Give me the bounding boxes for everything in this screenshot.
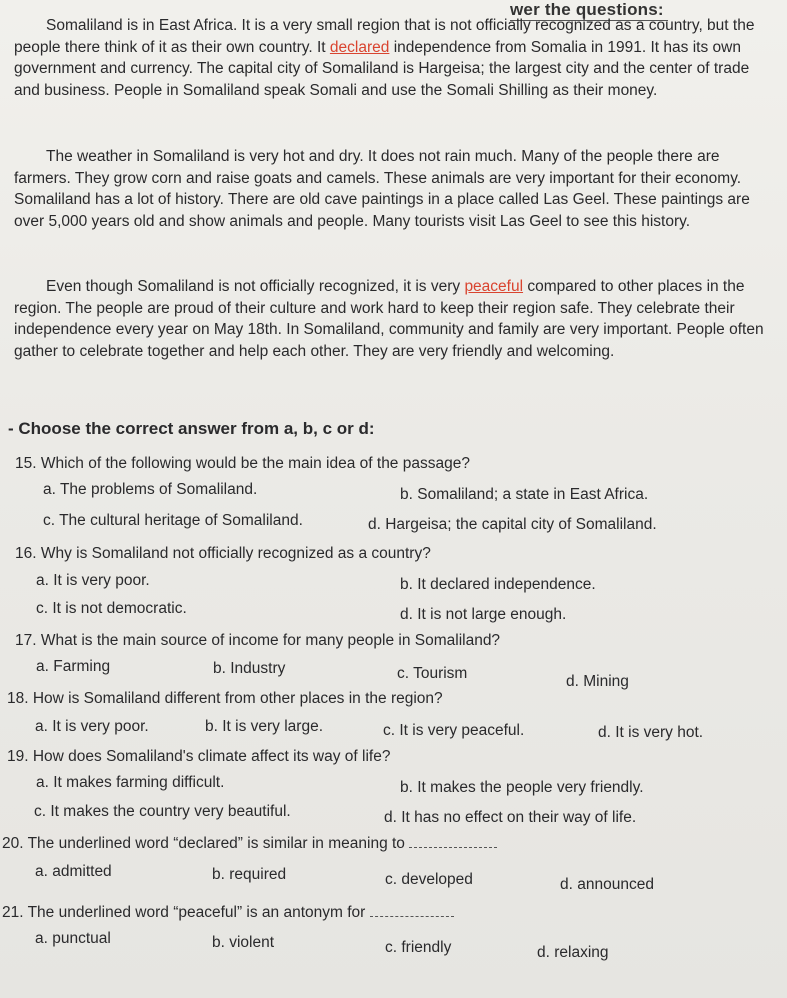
p1-text-a: Somaliland is in East Africa. It is a very small region that is not officially recognized as a country, but the people there think of it as their own country. It <box>14 17 755 56</box>
p1-text-b: independence from Somalia in 1991. It has its own government and currency. The capital city of Somaliland is Hargeisa; the largest city and the center of trade and business. People in Somaliland speak Somali and use the Somali Shilling as their money. <box>14 38 750 99</box>
p2-text: The weather in Somaliland is very hot and dry. It does not rain much. Many of the people there are farmers. They grow corn and raise goats and camels. These animals are very important for their economy. Somaliland has a lot of history. There are old cave paintings in a place called Las Geel. These paintings are over 5,000 years old and show animals and people. Many tourists visit Las Geel to see this history. <box>14 148 750 230</box>
q21-option-a[interactable]: a. punctual <box>35 930 111 947</box>
question-15: 15. Which of the following would be the main idea of the passage? <box>15 455 470 472</box>
q21-option-c[interactable]: c. friendly <box>385 939 452 956</box>
q18-option-b[interactable]: b. It is very large. <box>205 718 324 735</box>
q20-option-d[interactable]: d. announced <box>560 876 654 893</box>
passage-paragraph-3 <box>14 276 774 362</box>
q17-option-a[interactable]: a. Farming <box>36 658 111 675</box>
highlight-declared: declared <box>329 38 390 56</box>
q20-option-c[interactable]: c. developed <box>385 871 473 888</box>
q15-option-c[interactable]: c. The cultural heritage of Somaliland. <box>43 512 303 529</box>
q19-option-a[interactable]: a. It makes farming difficult. <box>36 774 225 791</box>
q16-option-a[interactable]: a. It is very poor. <box>36 572 150 589</box>
q15-option-b[interactable]: b. Somaliland; a state in East Africa. <box>400 486 649 503</box>
p3-text-b: compared to other places in the region. The people are proud of their culture and work hard to keep their region safe. They celebrate their independence every year on May 18th. In Somaliland, community and family are very important. People often gather to celebrate together and help each other. They are very friendly and welcoming. <box>14 278 764 360</box>
q16-option-b[interactable]: b. It declared independence. <box>400 576 596 593</box>
passage-paragraph-2 <box>14 146 774 232</box>
question-20 <box>2 834 497 853</box>
highlight-peaceful: peaceful <box>464 278 524 295</box>
question-16: 16. Why is Somaliland not officially recognized as a country? <box>15 545 431 562</box>
question-19: 19. How does Somaliland's climate affect its way of life? <box>7 748 391 765</box>
q21-option-d[interactable]: d. relaxing <box>537 944 609 961</box>
q15-option-d[interactable]: d. Hargeisa; the capital city of Somaliland. <box>368 516 657 533</box>
q17-option-d[interactable]: d. Mining <box>566 673 629 690</box>
instruction-heading: - Choose the correct answer from a, b, c or d: <box>8 419 375 438</box>
q18-option-d[interactable]: d. It is very hot. <box>598 724 704 741</box>
q15-option-a[interactable]: a. The problems of Somaliland. <box>43 481 258 498</box>
q19-option-c[interactable]: c. It makes the country very beautiful. <box>34 803 291 820</box>
q18-option-c[interactable]: c. It is very peaceful. <box>383 722 525 739</box>
q21-answer-blank[interactable] <box>370 903 454 917</box>
q20-text: 20. The underlined word “declared” is similar in meaning to <box>2 835 405 852</box>
q16-option-c[interactable]: c. It is not democratic. <box>36 600 187 617</box>
q21-text: 21. The underlined word “peaceful” is an antonym for <box>2 904 366 921</box>
question-21 <box>2 903 454 922</box>
q20-option-a[interactable]: a. admitted <box>35 863 112 880</box>
p3-text-a: Even though Somaliland is not officially recognized, it is very <box>46 278 465 295</box>
q20-answer-blank[interactable] <box>409 834 497 848</box>
q17-option-c[interactable]: c. Tourism <box>397 665 468 682</box>
q20-option-b[interactable]: b. required <box>212 866 287 883</box>
q19-option-b[interactable]: b. It makes the people very friendly. <box>400 779 644 796</box>
q18-option-a[interactable]: a. It is very poor. <box>35 718 149 735</box>
q17-option-b[interactable]: b. Industry <box>213 660 286 677</box>
section-heading: wer the questions: <box>510 0 664 19</box>
question-17: 17. What is the main source of income for many people in Somaliland? <box>15 632 501 649</box>
q21-option-b[interactable]: b. violent <box>212 934 275 951</box>
passage-paragraph-1 <box>14 15 774 101</box>
q16-option-d[interactable]: d. It is not large enough. <box>400 606 567 623</box>
q19-option-d[interactable]: d. It has no effect on their way of life. <box>384 809 637 826</box>
question-18: 18. How is Somaliland different from other places in the region? <box>7 690 443 707</box>
